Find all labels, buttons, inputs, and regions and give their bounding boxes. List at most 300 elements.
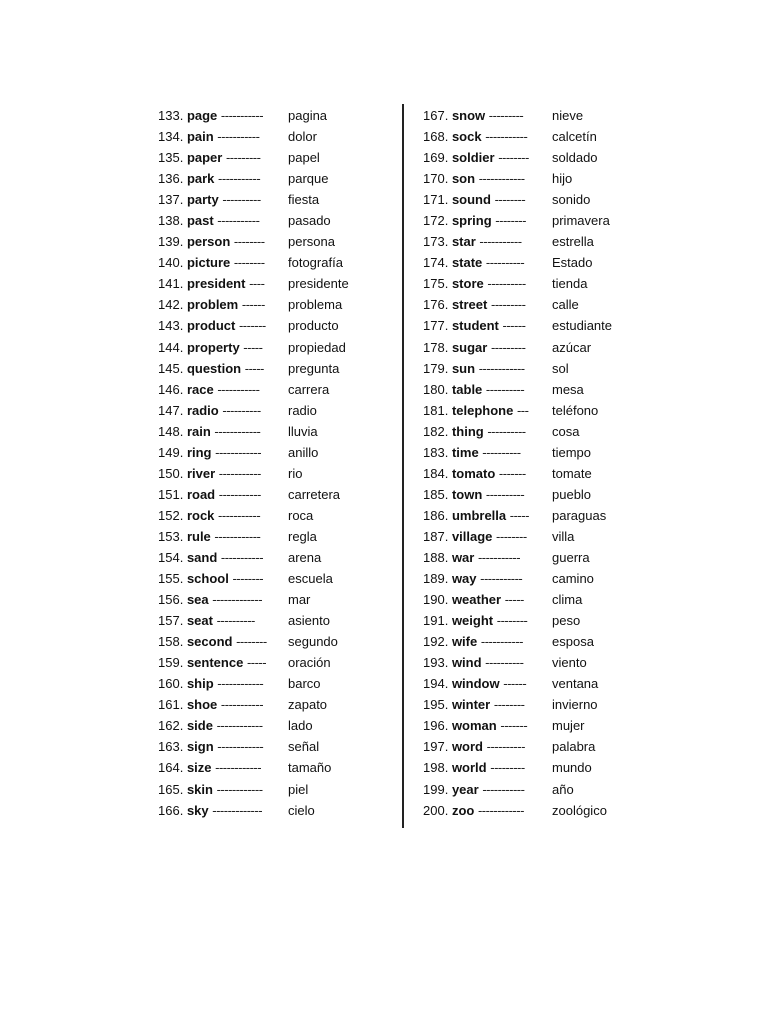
vocab-row	[423, 400, 599, 421]
entry-number: 194.	[423, 676, 449, 692]
english-word: party	[186, 192, 219, 208]
vocab-row	[423, 610, 581, 631]
dash-separator: ------------	[477, 802, 524, 818]
dash-separator: --------	[496, 528, 527, 544]
spanish-translation: problema	[288, 297, 343, 313]
dash-separator: -----	[246, 655, 267, 671]
spanish-translation: propiedad	[288, 339, 346, 355]
entry-number: 141.	[158, 276, 184, 292]
entry-number: 152.	[158, 507, 184, 523]
entry-number: 147.	[158, 402, 184, 418]
spanish-translation: roca	[288, 507, 314, 523]
entry-number: 162.	[158, 718, 184, 734]
spanish-translation: rio	[288, 465, 303, 481]
spanish-translation: calle	[552, 297, 579, 313]
spanish-translation: oración	[288, 655, 331, 671]
english-word: river	[186, 465, 216, 481]
dash-separator: ----------	[482, 444, 521, 460]
entry-number: 189.	[423, 571, 449, 587]
english-word: rain	[186, 423, 211, 439]
english-word: time	[451, 444, 479, 460]
vocab-row	[423, 126, 597, 147]
dash-separator: -----------	[217, 213, 260, 229]
dash-separator: ------------	[478, 171, 525, 187]
spanish-translation: camino	[552, 571, 594, 587]
vocab-row	[158, 526, 317, 547]
vocab-row	[158, 736, 320, 757]
dash-separator: -----------	[479, 234, 522, 250]
spanish-translation: pagina	[288, 108, 328, 123]
english-word: student	[451, 318, 499, 334]
english-word: wife	[451, 634, 478, 650]
spanish-translation: zoológico	[552, 802, 607, 818]
english-word: store	[451, 276, 484, 292]
vocab-row	[158, 273, 349, 294]
dash-separator: -----	[243, 339, 263, 355]
entry-number: 188.	[423, 549, 449, 565]
dash-separator: -----------	[218, 171, 261, 187]
english-word: window	[451, 676, 500, 692]
spanish-translation: calcetín	[552, 129, 597, 145]
entry-number: 200.	[423, 802, 449, 818]
spanish-translation: pueblo	[552, 486, 592, 502]
dash-separator: ---------	[490, 760, 525, 776]
entry-number: 183.	[423, 444, 449, 460]
vocab-row	[158, 779, 309, 800]
entry-number: 195.	[423, 697, 449, 713]
vocab-row	[423, 715, 585, 736]
dash-separator: -------	[498, 465, 526, 481]
english-word: weather	[451, 592, 502, 608]
entry-number: 198.	[423, 760, 449, 776]
vocab-row	[423, 673, 599, 694]
english-word: skin	[186, 781, 213, 797]
dash-separator: -------------	[212, 802, 263, 818]
entry-number: 192.	[423, 634, 449, 650]
spanish-translation: barco	[288, 676, 321, 692]
spanish-translation: cielo	[288, 802, 315, 818]
vocab-row	[158, 442, 319, 463]
dash-separator: ----------	[222, 402, 261, 418]
dash-separator: -----------	[220, 549, 264, 565]
dash-separator: ---------	[488, 108, 524, 123]
dash-separator: --------	[233, 255, 265, 271]
vocab-row	[423, 358, 569, 379]
entry-number: 181.	[423, 402, 449, 418]
entry-number: 143.	[158, 318, 184, 334]
spanish-translation: persona	[288, 234, 335, 250]
spanish-translation: clima	[552, 592, 583, 608]
english-word: sock	[451, 129, 482, 145]
spanish-translation: carrera	[288, 381, 330, 397]
spanish-translation: fiesta	[288, 192, 320, 208]
spanish-translation: segundo	[288, 634, 338, 650]
spanish-translation: tiempo	[552, 444, 592, 460]
vocab-row	[158, 568, 333, 589]
dash-separator: -----------	[485, 129, 528, 145]
spanish-translation: peso	[552, 613, 581, 629]
vocab-row	[423, 631, 594, 652]
spanish-translation: mesa	[552, 381, 584, 397]
dash-separator: ------------	[478, 360, 525, 376]
english-word: street	[451, 297, 488, 313]
entry-number: 186.	[423, 507, 449, 523]
english-word: world	[451, 760, 487, 776]
english-word: sign	[186, 739, 214, 755]
entry-number: 191.	[423, 613, 449, 629]
dash-separator: --------	[494, 192, 526, 208]
entry-number: 199.	[423, 781, 449, 797]
vocab-row	[423, 589, 583, 610]
dash-separator: ----------	[485, 381, 525, 397]
spanish-translation: sol	[552, 360, 569, 376]
dash-separator: -------	[238, 318, 266, 334]
spanish-translation: primavera	[552, 213, 610, 229]
spanish-translation: radio	[288, 402, 317, 418]
vocab-row	[423, 568, 594, 589]
spanish-translation: carretera	[288, 486, 341, 502]
entry-number: 169.	[423, 150, 449, 166]
vocab-row	[423, 463, 592, 484]
spanish-translation: estrella	[552, 234, 594, 250]
vocab-row	[158, 379, 330, 400]
spanish-translation: sonido	[552, 192, 591, 208]
dash-separator: ------------	[217, 676, 264, 692]
english-word: tomato	[451, 465, 496, 481]
vocab-row	[423, 547, 590, 568]
vocab-row	[158, 589, 311, 610]
english-word: sugar	[451, 339, 488, 355]
english-word: son	[451, 171, 476, 187]
vocab-row	[158, 294, 343, 315]
english-word: village	[451, 528, 493, 544]
vocab-row	[158, 694, 328, 715]
entry-number: 193.	[423, 655, 449, 671]
dash-separator: ------------	[214, 423, 261, 439]
vocab-row	[423, 652, 587, 673]
english-word: ship	[186, 676, 214, 692]
vocab-row	[423, 757, 592, 778]
vocab-row	[423, 231, 594, 252]
dash-separator: ------------	[215, 444, 262, 460]
dash-separator: ------------	[216, 781, 263, 797]
dash-separator: -----------	[218, 507, 261, 523]
english-word: sentence	[186, 655, 244, 671]
spanish-translation: tienda	[552, 276, 588, 292]
dash-separator: ------	[502, 318, 526, 334]
spanish-translation: regla	[288, 528, 317, 544]
dash-separator: ------------	[216, 718, 263, 734]
dash-separator: -----------	[217, 129, 260, 145]
vocab-row	[158, 673, 321, 694]
dash-separator: ----------	[487, 423, 526, 439]
vocab-row	[158, 189, 320, 210]
english-word: president	[186, 276, 246, 292]
vocab-row	[423, 189, 591, 210]
spanish-translation: fotografía	[288, 255, 343, 271]
dash-separator: ----	[249, 276, 265, 292]
entry-number: 182.	[423, 423, 449, 439]
vocab-row	[158, 337, 346, 358]
vocab-row	[158, 463, 303, 484]
spanish-translation: producto	[288, 318, 339, 334]
entry-number: 197.	[423, 739, 449, 755]
vocab-row	[158, 231, 335, 252]
dash-separator: --------	[493, 697, 525, 713]
spanish-translation: pasado	[288, 213, 331, 229]
entry-number: 196.	[423, 718, 449, 734]
entry-number: 187.	[423, 528, 449, 544]
dash-separator: -----------	[220, 108, 264, 123]
vocab-row	[423, 442, 592, 463]
spanish-translation: parque	[288, 171, 329, 187]
spanish-translation: mundo	[552, 760, 592, 776]
english-word: school	[186, 571, 229, 587]
vocab-row	[158, 168, 329, 189]
english-word: seat	[186, 613, 213, 629]
spanish-translation: teléfono	[552, 402, 599, 418]
english-word: woman	[451, 718, 497, 734]
dash-separator: -----	[504, 592, 524, 608]
entry-number: 171.	[423, 192, 449, 208]
english-word: sand	[186, 549, 218, 565]
vocab-row	[423, 294, 579, 315]
dash-separator: -----	[244, 360, 264, 376]
dash-separator: -----------	[217, 381, 260, 397]
entry-number: 180.	[423, 381, 449, 397]
dash-separator: -------	[500, 718, 528, 734]
english-word: sound	[451, 192, 491, 208]
english-word: war	[451, 549, 475, 565]
dash-separator: ----------	[485, 655, 524, 671]
dash-separator: -----------	[482, 781, 525, 797]
entry-number: 139.	[158, 234, 184, 250]
spanish-translation: nieve	[552, 108, 584, 123]
spanish-translation: guerra	[552, 549, 590, 565]
entry-number: 140.	[158, 255, 184, 271]
english-word: table	[451, 381, 483, 397]
spanish-translation: mar	[288, 592, 311, 608]
dash-separator: -----------	[218, 486, 261, 502]
spanish-translation: escuela	[288, 571, 333, 587]
spanish-translation: azúcar	[552, 339, 592, 355]
spanish-translation: estudiante	[552, 318, 612, 334]
english-word: race	[186, 381, 214, 397]
vocab-row	[423, 505, 607, 526]
english-word: telephone	[451, 402, 514, 418]
dash-separator: ---	[516, 402, 529, 418]
spanish-translation: lado	[288, 718, 313, 734]
english-word: town	[451, 486, 483, 502]
vocab-row	[158, 358, 340, 379]
vocab-row	[423, 147, 598, 168]
entry-number: 184.	[423, 465, 449, 481]
entry-number: 174.	[423, 255, 449, 271]
english-word: property	[186, 339, 240, 355]
entry-number: 164.	[158, 760, 184, 776]
dash-separator: ----------	[222, 192, 261, 208]
vocab-row	[158, 800, 315, 821]
vocab-row	[158, 652, 331, 673]
dash-separator: --------	[498, 150, 529, 166]
spanish-translation: lluvia	[288, 423, 318, 439]
dash-separator: --------	[233, 234, 265, 250]
dash-separator: -----------	[480, 571, 523, 587]
dash-separator: ------	[241, 297, 265, 313]
spanish-translation: tamaño	[288, 760, 332, 776]
vocab-row	[423, 526, 575, 547]
english-word: product	[186, 318, 236, 334]
spanish-translation: paraguas	[552, 507, 607, 523]
spanish-translation: soldado	[552, 150, 598, 166]
vocab-row	[423, 315, 612, 336]
vocab-row	[158, 400, 317, 421]
entry-number: 175.	[423, 276, 449, 292]
english-word: shoe	[186, 697, 218, 713]
dash-separator: ------	[503, 676, 527, 692]
vocab-row	[158, 421, 318, 442]
spanish-translation: palabra	[552, 739, 596, 755]
english-word: word	[451, 739, 483, 755]
vocab-row	[158, 126, 317, 147]
entry-number: 178.	[423, 339, 449, 355]
spanish-translation: tomate	[552, 465, 592, 481]
entry-number: 167.	[423, 108, 449, 123]
entry-number: 136.	[158, 171, 184, 187]
vocabulary-column-left	[158, 105, 349, 821]
entry-number: 168.	[423, 129, 449, 145]
english-word: star	[451, 234, 476, 250]
spanish-translation: invierno	[552, 697, 598, 713]
spanish-translation: dolor	[288, 129, 317, 145]
spanish-translation: señal	[288, 739, 320, 755]
vocab-row	[158, 610, 330, 631]
entry-number: 145.	[158, 360, 184, 376]
vocab-row	[423, 273, 588, 294]
vocab-row	[158, 505, 314, 526]
entry-number: 173.	[423, 234, 449, 250]
spanish-translation: villa	[552, 528, 575, 544]
spanish-translation: arena	[288, 549, 322, 565]
vocab-row	[158, 210, 331, 231]
english-word: soldier	[451, 150, 495, 166]
vocab-row	[423, 779, 574, 800]
dash-separator: ----------	[486, 739, 525, 755]
dash-separator: --------	[236, 634, 267, 650]
entry-number: 156.	[158, 592, 184, 608]
english-word: spring	[451, 213, 492, 229]
spanish-translation: ventana	[552, 676, 599, 692]
english-word: ring	[186, 444, 212, 460]
dash-separator: --------	[232, 571, 264, 587]
vocab-row	[158, 715, 313, 736]
english-word: sea	[186, 592, 209, 608]
entry-number: 161.	[158, 697, 184, 713]
vocab-row	[423, 421, 580, 442]
english-word: radio	[186, 402, 219, 418]
vocabulary-column-right	[423, 105, 612, 821]
entry-number: 166.	[158, 802, 184, 818]
vocab-row	[423, 337, 592, 358]
english-word: zoo	[451, 802, 475, 818]
english-word: size	[186, 760, 212, 776]
spanish-translation: papel	[288, 150, 320, 166]
entry-number: 190.	[423, 592, 449, 608]
english-word: second	[186, 634, 233, 650]
dash-separator: --------	[495, 213, 526, 229]
entry-number: 138.	[158, 213, 184, 229]
entry-number: 157.	[158, 613, 184, 629]
entry-number: 151.	[158, 486, 184, 502]
spanish-translation: pregunta	[288, 360, 340, 376]
english-word: problem	[186, 297, 239, 313]
dash-separator: ------------	[214, 528, 261, 544]
entry-number: 165.	[158, 781, 184, 797]
english-word: sky	[186, 802, 209, 818]
dash-separator: -----------	[220, 697, 264, 713]
entry-number: 153.	[158, 528, 184, 544]
vocab-row	[423, 800, 607, 821]
english-word: weight	[451, 613, 494, 629]
english-word: wind	[451, 655, 482, 671]
english-word: park	[186, 171, 215, 187]
entry-number: 133.	[158, 108, 184, 123]
english-word: road	[186, 486, 216, 502]
entry-number: 154.	[158, 549, 184, 565]
dash-separator: -------------	[212, 592, 263, 608]
english-word: rule	[186, 528, 211, 544]
dash-separator: ----------	[485, 486, 525, 502]
spanish-translation: Estado	[552, 255, 593, 271]
spanish-translation: cosa	[552, 423, 580, 439]
english-word: umbrella	[451, 507, 507, 523]
vocab-row	[423, 736, 596, 757]
spanish-translation: zapato	[288, 697, 328, 713]
spanish-translation: asiento	[288, 613, 330, 629]
vocab-row	[423, 105, 584, 126]
entry-number: 148.	[158, 423, 184, 439]
dash-separator: ----------	[485, 255, 525, 271]
dash-separator: -----------	[480, 634, 523, 650]
vocab-row	[158, 252, 343, 273]
spanish-translation: mujer	[552, 718, 585, 734]
english-word: year	[451, 781, 479, 797]
english-word: side	[186, 718, 213, 734]
entry-number: 172.	[423, 213, 449, 229]
entry-number: 149.	[158, 444, 184, 460]
entry-number: 158.	[158, 634, 184, 650]
entry-number: 185.	[423, 486, 449, 502]
dash-separator: -----------	[218, 465, 261, 481]
entry-number: 177.	[423, 318, 449, 334]
vocab-row	[158, 105, 328, 126]
english-word: winter	[451, 697, 491, 713]
vocab-row	[158, 757, 332, 778]
vocab-row	[423, 210, 610, 231]
english-word: pain	[186, 129, 214, 145]
entry-number: 135.	[158, 150, 184, 166]
spanish-translation: viento	[552, 655, 587, 671]
entry-number: 160.	[158, 676, 184, 692]
dash-separator: ---------	[225, 150, 261, 166]
dash-separator: ----------	[487, 276, 526, 292]
vocab-row	[158, 484, 341, 505]
entry-number: 134.	[158, 129, 184, 145]
vocab-row	[423, 379, 584, 400]
vocab-row	[423, 168, 573, 189]
dash-separator: ------------	[215, 760, 262, 776]
english-word: question	[186, 360, 242, 376]
